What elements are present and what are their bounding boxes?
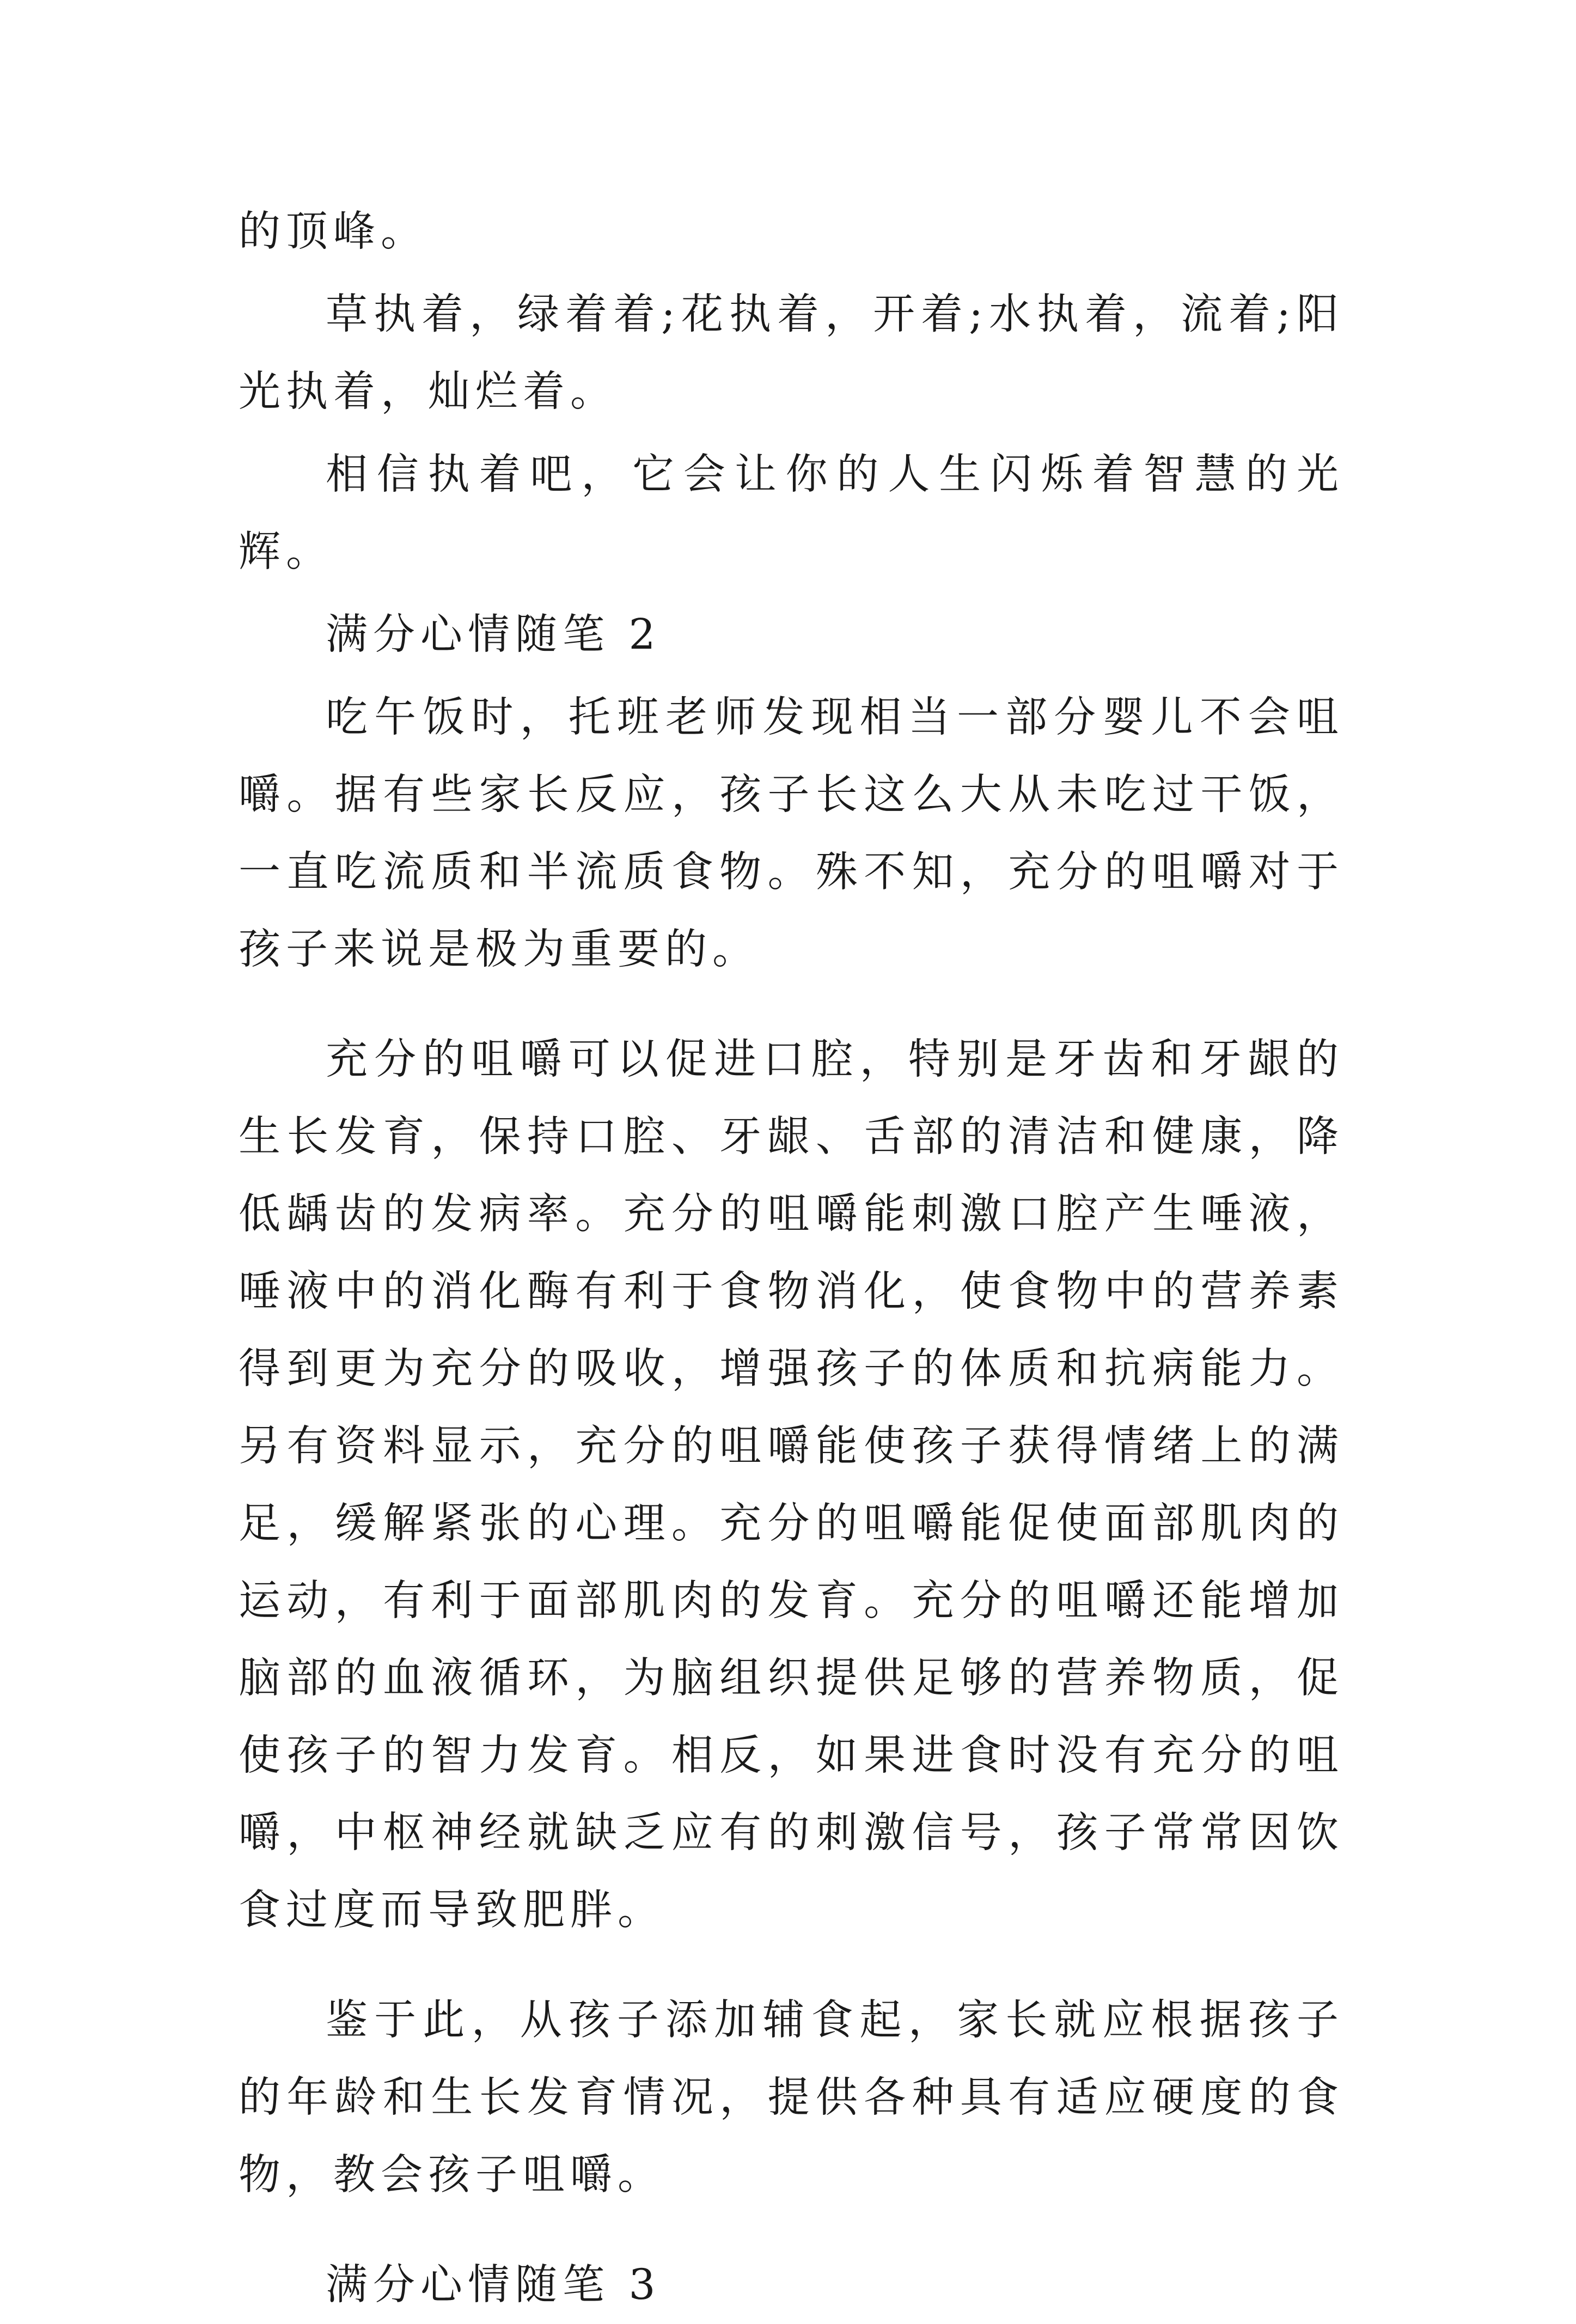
section-heading-2: 满分心情随笔 2 [326,611,661,659]
paragraph-believe: 相信执着吧，它会让你的人生闪烁着智慧的光辉。 [239,450,1344,576]
paragraph-lunch: 吃午饭时，托班老师发现相当一部分婴儿不会咀嚼。据有些家长反应，孩子长这么大从未吃过干饭，一直吃流质和半流质食物。殊不知，充分的咀嚼对于孩子来说是极为重要的。 [239,693,1344,974]
document-body [239,193,1344,2324]
paragraph-advice: 鉴于此，从孩子添加辅食起，家长就应根据孩子的年龄和生长发育情况，提供各种具有适应硬度的食物，教会孩子咀嚼。 [239,1996,1344,2199]
paragraph-continuation: 的顶峰。 [239,208,428,256]
section-heading-3: 满分心情随笔 3 [326,2261,661,2309]
paragraph-persistence: 草执着，绿着着;花执着，开着;水执着，流着;阳光执着，灿烂着。 [239,290,1344,416]
paragraph-chewing-benefits: 充分的咀嚼可以促进口腔，特别是牙齿和牙龈的生长发育，保持口腔、牙龈、舌部的清洁和健康，降低龋齿的发病率。充分的咀嚼能刺激口腔产生唾液，唾液中的消化酶有利于食物消化，使食物中的营养素得到更为充分的吸收，增强孩子的体质和抗病能力。另有资料显示，充分的咀嚼能使孩子获得情绪上的满足，缓解紧张的心理。充分的咀嚼能促使面部肌肉的运动，有利于面部肌肉的发育。充分的咀嚼还能增加脑部的血液循环，为脑组织提供足够的营养物质，促使孩子的智力发育。相反，如果进食时没有充分的咀嚼，中枢神经就缺乏应有的刺激信号，孩子常常因饮食过度而导致肥胖。 [239,1035,1344,1935]
